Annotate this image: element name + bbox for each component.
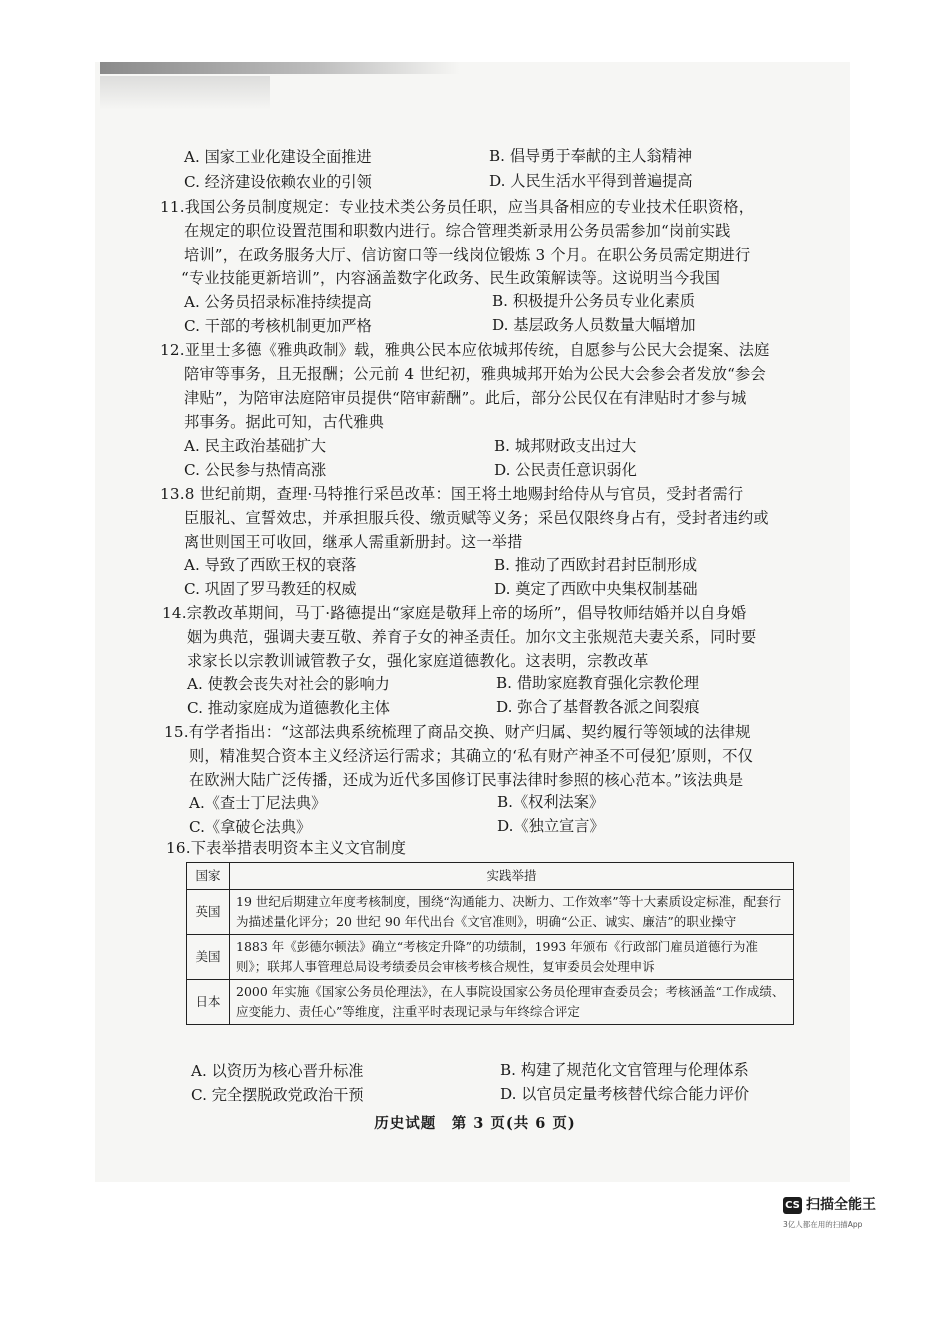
q14-stem-line: 求家长以宗教训诫管教子女，强化家庭道德教化。这表明，宗教改革 xyxy=(187,652,649,670)
q15-stem-line: 则，精准契合资本主义经济运行需求；其确立的‘私有财产神圣不可侵犯’原则，不仅 xyxy=(189,747,754,765)
table-row xyxy=(187,890,794,935)
q11-stem-line: 在规定的职位设置范围和职数内进行。综合管理类新录用公务员需参加“岗前实践 xyxy=(184,222,731,240)
table-cell-measure: 19 世纪后期建立年度考核制度，围绕“沟通能力、决断力、工作效率”等十大素质设定标准，配套行为描述量化评分；20 世纪 90 年代出台《文官准则》，明确“公正、诚实、廉洁”的职业操守 xyxy=(230,890,794,935)
table-header-country: 国家 xyxy=(187,863,230,890)
q10-option-d: D. 人民生活水平得到普遍提高 xyxy=(489,172,693,190)
q12-option-c: C. 公民参与热情高涨 xyxy=(184,461,327,479)
q11-stem-line: 培训”，在政务服务大厅、信访窗口等一线岗位锻炼 3 个月。在职公务员需定期进行 xyxy=(184,246,751,264)
q13-option-a: A. 导致了西欧王权的衰落 xyxy=(184,556,357,574)
q15-option-b: B.《权利法案》 xyxy=(497,793,605,811)
q13-stem-line: 臣服礼、宣誓效忠，并承担服兵役、缴贡赋等义务；采邑仅限终身占有，受封者违约或 xyxy=(184,509,769,527)
camscanner-logo-icon: CS xyxy=(783,1197,802,1214)
q15-stem-line: 在欧洲大陆广泛传播，还成为近代多国修订民事法律时参照的核心范本。”该法典是 xyxy=(189,771,744,789)
q14-stem-line: 14.宗教改革期间，马丁·路德提出“家庭是敬拜上帝的场所”，倡导牧师结婚并以自身婚 xyxy=(162,604,747,622)
q16-option-a: A. 以资历为核心晋升标准 xyxy=(191,1062,364,1080)
q16-option-c: C. 完全摆脱政党政治干预 xyxy=(191,1086,364,1104)
table-cell-measure: 2000 年实施《国家公务员伦理法》，在人事院设国家公务员伦理审查委员会；考核涵盖“工作成绩、应变能力、责任心”等维度，注重平时表现记录与年终综合评定 xyxy=(230,980,794,1025)
q14-option-a: A. 使教会丧失对社会的影响力 xyxy=(187,675,390,693)
watermark-tagline: 3亿人都在用的扫描App xyxy=(783,1220,863,1229)
q15-option-a: A.《查士丁尼法典》 xyxy=(189,794,327,812)
q14-option-c: C. 推动家庭成为道德教化主体 xyxy=(187,699,390,717)
q16-table xyxy=(186,862,794,1025)
q11-option-d: D. 基层政务人员数量大幅增加 xyxy=(492,316,696,334)
watermark-app-name: 扫描全能王 xyxy=(806,1197,876,1213)
page-footer: 历史试题 第 3 页(共 6 页) xyxy=(374,1115,576,1132)
q14-stem-line: 姻为典范，强调夫妻互敬、养育子女的神圣责任。加尔文主张规范夫妻关系，同时要 xyxy=(187,628,757,646)
q12-stem-line: 津贴”，为陪审法庭陪审员提供“陪审薪酬”。此后，部分公民仅在有津贴时才参与城 xyxy=(184,389,747,407)
q12-option-a: A. 民主政治基础扩大 xyxy=(184,437,327,455)
table-header-measure: 实践举措 xyxy=(230,863,794,890)
q13-stem-line: 13.8 世纪前期，查理·马特推行采邑改革：国王将土地赐封给侍从与官员，受封者需行 xyxy=(160,485,744,503)
q13-stem-line: 离世则国王可收回，继承人需重新册封。这一举措 xyxy=(184,533,523,551)
table-row xyxy=(187,980,794,1025)
q12-option-b: B. 城邦财政支出过大 xyxy=(494,437,637,455)
q16-option-d: D. 以官员定量考核替代综合能力评价 xyxy=(500,1085,750,1103)
q13-option-b: B. 推动了西欧封君封臣制形成 xyxy=(494,556,698,574)
q10-option-b: B. 倡导勇于奉献的主人翁精神 xyxy=(489,147,693,165)
table-cell-country: 日本 xyxy=(187,980,230,1025)
q16-option-b: B. 构建了规范化文官管理与伦理体系 xyxy=(500,1061,749,1079)
q10-option-c: C. 经济建设依赖农业的引领 xyxy=(184,173,372,191)
q11-option-a: A. 公务员招录标准持续提高 xyxy=(184,293,372,311)
q10-option-a: A. 国家工业化建设全面推进 xyxy=(184,148,372,166)
table-header-row xyxy=(187,863,794,890)
q12-stem-line: 陪审等事务，且无报酬；公元前 4 世纪初，雅典城邦开始为公民大会参会者发放“参会 xyxy=(184,365,766,383)
q12-stem-line: 12.亚里士多德《雅典政制》载，雅典公民本应依城邦传统，自愿参与公民大会提案、法庭 xyxy=(160,341,770,359)
q11-option-b: B. 积极提升公务员专业化素质 xyxy=(492,292,696,310)
q16-stem: 16.下表举措表明资本主义文官制度 xyxy=(166,839,407,857)
q15-option-d: D.《独立宣言》 xyxy=(497,817,605,835)
q12-stem-line: 邦事务。据此可知，古代雅典 xyxy=(184,413,385,431)
table-row xyxy=(187,935,794,980)
q11-option-c: C. 干部的考核机制更加严格 xyxy=(184,317,372,335)
q14-option-b: B. 借助家庭教育强化宗教伦理 xyxy=(496,674,700,692)
table-cell-country: 美国 xyxy=(187,935,230,980)
q14-option-d: D. 弥合了基督教各派之间裂痕 xyxy=(496,698,700,716)
table-cell-measure: 1883 年《彭德尔顿法》确立“考核定升降”的功绩制，1993 年颁布《行政部门雇员道德行为准则》；联邦人事管理总局设考绩委员会审核考核合规性，复审委员会处理申诉 xyxy=(230,935,794,980)
q13-option-d: D. 奠定了西欧中央集权制基础 xyxy=(494,580,698,598)
q11-stem-line: “专业技能更新培训”，内容涵盖数字化政务、民生政策解读等。这说明当今我国 xyxy=(181,269,721,287)
q13-option-c: C. 巩固了罗马教廷的权威 xyxy=(184,580,357,598)
q15-option-c: C.《拿破仑法典》 xyxy=(189,818,312,836)
q11-stem-line: 11.我国公务员制度规定：专业技术类公务员任职，应当具备相应的专业技术任职资格， xyxy=(160,198,755,216)
q12-option-d: D. 公民责任意识弱化 xyxy=(494,461,637,479)
q15-stem-line: 15.有学者指出：“这部法典系统梳理了商品交换、财产归属、契约履行等领域的法律规 xyxy=(164,723,751,741)
table-cell-country: 英国 xyxy=(187,890,230,935)
